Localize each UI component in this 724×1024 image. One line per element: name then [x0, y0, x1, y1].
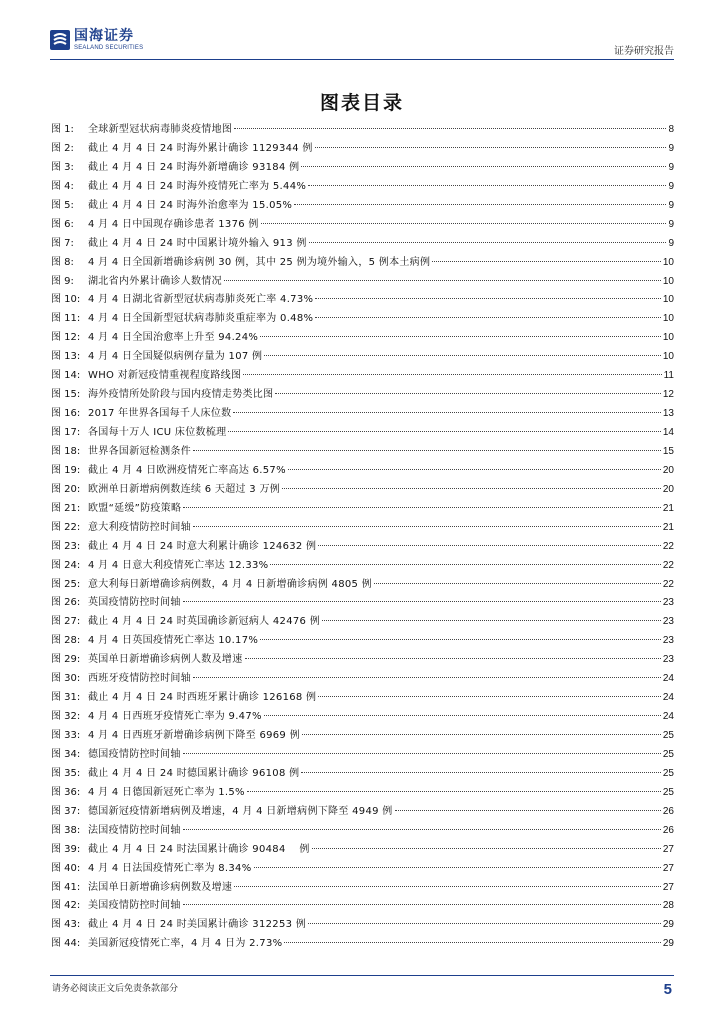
toc-leader-dots [315, 298, 661, 299]
toc-leader-dots [315, 147, 667, 148]
page-title: 图表目录 [319, 92, 404, 114]
toc-entry-title: 截止 4 月 4 日 24 时中国累计境外输入 913 例 [88, 237, 307, 249]
toc-entry-page: 10 [662, 275, 674, 287]
toc-entry-title: 截止 4 月 4 日 24 时美国累计确诊 312253 例 [88, 919, 307, 931]
toc-leader-dots [308, 923, 661, 924]
toc-entry-title: 截止 4 月 4 日欧洲疫情死亡率高达 6.57% [88, 464, 286, 476]
toc-entry-number: 图 36: [51, 786, 81, 798]
toc-entry-number: 图 4: [51, 180, 74, 192]
toc-entry-page: 10 [662, 256, 674, 268]
toc-entry[interactable] [51, 897, 674, 916]
toc-entry[interactable] [51, 329, 674, 348]
toc-entry-title: 4 月 4 日西班牙疫情死亡率为 9.47% [88, 711, 262, 723]
toc-leader-dots [432, 261, 661, 262]
toc-entry-number: 图 43: [51, 919, 81, 931]
toc-entry-title: 德国疫情防控时间轴 [88, 748, 181, 760]
toc-entry-number: 图 38: [51, 824, 81, 836]
toc-entry-number: 图 17: [51, 427, 81, 438]
toc-leader-dots [247, 791, 661, 792]
toc-entry-number: 图 11: [51, 313, 81, 325]
toc-entry[interactable] [51, 443, 674, 462]
page-header [50, 28, 674, 58]
toc-entry-number: 图 23: [51, 540, 81, 552]
toc-entry-number: 图 32: [51, 711, 81, 723]
toc-leader-dots [374, 583, 661, 584]
toc-leader-dots [183, 904, 661, 905]
toc-entry-number: 图 29: [51, 654, 81, 666]
toc-entry-title: 法国疫情防控时间轴 [88, 824, 181, 836]
toc-entry-page: 11 [663, 370, 674, 382]
toc-entry-title: 英国疫情防控时间轴 [88, 597, 181, 609]
report-type-label: 证券研究报告 [614, 46, 674, 57]
toc-leader-dots [282, 488, 661, 489]
toc-entry-title: 西班牙疫情防控时间轴 [88, 673, 191, 685]
toc-entry-title: 截止 4 月 4 日 24 时意大利累计确诊 124632 例 [88, 540, 317, 552]
toc-entry-page: 25 [662, 767, 674, 779]
toc-entry-page: 29 [662, 938, 674, 950]
toc-leader-dots [254, 867, 661, 868]
toc-entry-number: 图 18: [51, 445, 81, 457]
toc-leader-dots [224, 280, 661, 281]
toc-entry-page: 13 [662, 408, 674, 420]
toc-entry-title: 4 月 4 日全国疑似病例存量为 107 例 [88, 351, 263, 363]
toc-entry-number: 图 16: [51, 408, 81, 420]
toc-leader-dots [270, 564, 660, 565]
toc-entry[interactable] [51, 935, 674, 954]
toc-entry-number: 图 13: [51, 351, 81, 363]
toc-leader-dots [183, 601, 661, 602]
toc-entry-page: 29 [662, 919, 674, 931]
toc-leader-dots [309, 242, 667, 243]
toc-entry-page: 27 [662, 862, 674, 874]
toc-leader-dots [193, 677, 661, 678]
toc-entry[interactable] [51, 140, 674, 159]
footer-divider [50, 975, 674, 976]
toc-entry-number: 图 44: [51, 938, 81, 950]
toc-entry[interactable] [51, 538, 674, 557]
toc-entry-number: 图 31: [51, 692, 81, 704]
toc-entry-number: 图 19: [51, 464, 81, 476]
toc-entry[interactable] [51, 689, 674, 708]
toc-entry-number: 图 2: [51, 142, 74, 154]
toc-entry[interactable] [51, 178, 674, 197]
toc-entry[interactable] [51, 424, 674, 443]
toc-entry-title: 截止 4 月 4 日 24 时英国确诊新冠病人 42476 例 [88, 616, 320, 628]
toc-entry-title: 截止 4 月 4 日 24 时德国累计确诊 96108 例 [88, 767, 300, 779]
toc-leader-dots [261, 223, 667, 224]
toc-entry[interactable] [51, 841, 674, 860]
toc-entry-page: 10 [662, 294, 674, 306]
toc-entry-number: 图 3: [51, 161, 74, 173]
toc-entry-number: 图 42: [51, 900, 81, 912]
toc-entry-page: 27 [662, 843, 674, 855]
toc-leader-dots [322, 620, 661, 621]
toc-leader-dots [243, 374, 661, 375]
toc-entry-title: 截止 4 月 4 日 24 时海外累计确诊 1129344 例 [88, 142, 313, 154]
toc-leader-dots [245, 658, 661, 659]
toc-entry-page: 15 [662, 445, 674, 457]
toc-entry[interactable] [51, 727, 674, 746]
toc-entry-page: 22 [662, 559, 674, 571]
toc-entry[interactable] [51, 519, 674, 538]
toc-entry[interactable] [51, 594, 674, 613]
toc-entry-number: 图 22: [51, 521, 81, 533]
toc-leader-dots [260, 639, 661, 640]
toc-entry-title: 美国疫情防控时间轴 [88, 900, 181, 912]
toc-leader-dots [301, 166, 666, 167]
toc-entry-number: 图 26: [51, 597, 81, 609]
toc-entry[interactable] [51, 916, 674, 935]
toc-entry-title: 2017 年世界各国每千人床位数 [88, 408, 232, 420]
toc-leader-dots [264, 355, 661, 356]
toc-entry-title: 截止 4 月 4 日 24 时海外治愈率为 15.05% [88, 199, 293, 211]
toc-leader-dots [228, 431, 660, 432]
toc-entry-number: 图 34: [51, 748, 81, 760]
toc-entry-title: 截止 4 月 4 日 24 时海外新增确诊 93184 例 [88, 161, 300, 173]
toc-entry-title: 4 月 4 日英国疫情死亡率达 10.17% [88, 635, 259, 647]
toc-entry[interactable] [51, 879, 674, 898]
toc-entry-page: 21 [662, 502, 674, 514]
toc-entry-page: 28 [662, 900, 674, 912]
toc-entry[interactable] [51, 576, 674, 595]
toc-entry-number: 图 41: [51, 881, 81, 893]
toc-entry-page: 26 [662, 805, 674, 817]
toc-entry-number: 图 14: [51, 370, 81, 382]
toc-entry-title: 欧洲单日新增病例数连续 6 天超过 3 万例 [88, 483, 281, 495]
toc-entry-page: 23 [662, 597, 674, 609]
toc-entry-title: 德国新冠疫情新增病例及增速，4 月 4 日新增病例下降至 4949 例 [88, 805, 393, 817]
toc-entry-number: 图 24: [51, 559, 81, 571]
toc-entry-page: 21 [662, 521, 674, 533]
toc-entry-page: 23 [662, 616, 674, 628]
toc-entry[interactable] [51, 159, 674, 178]
toc-entry[interactable] [51, 273, 674, 292]
toc-entry[interactable] [51, 860, 674, 879]
logo-english-name: SEALAND SECURITIES [74, 45, 144, 51]
toc-entry[interactable] [51, 310, 674, 329]
toc-entry-page: 24 [662, 711, 674, 723]
toc-entry[interactable] [51, 803, 674, 822]
toc-entry-title: 4 月 4 日全国治愈率上升至 94.24% [88, 332, 259, 344]
header-divider [50, 59, 674, 60]
toc-entry[interactable] [51, 557, 674, 576]
toc-entry-title: 4 月 4 日中国现存确诊患者 1376 例 [88, 218, 259, 230]
company-logo [50, 28, 143, 52]
toc-entry-number: 图 12: [51, 332, 81, 344]
toc-leader-dots [234, 886, 661, 887]
logo-chinese-name: 国海证券 [74, 28, 134, 44]
toc-entry-title: 截止 4 月 4 日 24 时西班牙累计确诊 126168 例 [88, 692, 317, 704]
toc-entry[interactable] [51, 632, 674, 651]
toc-leader-dots [183, 829, 661, 830]
toc-entry[interactable] [51, 386, 674, 405]
toc-entry[interactable] [51, 481, 674, 500]
toc-leader-dots [183, 507, 661, 508]
toc-entry-number: 图 37: [51, 805, 81, 817]
toc-entry-title: 美国新冠疫情死亡率，4 月 4 日为 2.73% [88, 938, 283, 950]
toc-leader-dots [234, 128, 666, 129]
toc-entry-title: 4 月 4 日意大利疫情死亡率达 12.33% [88, 559, 269, 571]
toc-entry-title: 各国每十万人 ICU 床位数梳理 [88, 427, 227, 438]
toc-entry-number: 图 39: [51, 843, 81, 855]
toc-entry-title: 法国单日新增确诊病例数及增速 [88, 881, 233, 893]
toc-entry-number: 图 6: [51, 218, 74, 230]
toc-entry-number: 图 30: [51, 673, 81, 685]
toc-entry-title: 4 月 4 日湖北省新型冠状病毒肺炎死亡率 4.73% [88, 294, 314, 306]
toc-leader-dots [318, 545, 661, 546]
disclaimer-note: 请务必阅读正文后免责条款部分 [52, 984, 179, 994]
toc-entry-number: 图 9: [51, 275, 74, 287]
toc-entry-page: 9 [668, 199, 674, 211]
toc-entry-page: 10 [662, 351, 674, 363]
toc-entry-page: 9 [668, 237, 674, 249]
toc-entry-number: 图 40: [51, 862, 81, 874]
toc-entry-number: 图 7: [51, 237, 74, 249]
toc-entry-number: 图 33: [51, 730, 81, 741]
toc-entry[interactable] [51, 348, 674, 367]
toc-entry-number: 图 28: [51, 635, 81, 647]
toc-leader-dots [260, 336, 661, 337]
toc-entry-page: 14 [662, 427, 674, 438]
toc-entry[interactable] [51, 216, 674, 235]
toc-entry-number: 图 20: [51, 483, 81, 495]
toc-entry-number: 图 5: [51, 199, 74, 211]
toc-entry-title: 4 月 4 日西班牙新增确诊病例下降至 6969 例 [88, 730, 300, 741]
toc-entry-title: 截止 4 月 4 日 24 时法国累计确诊 90484 例 [88, 843, 310, 855]
toc-entry-page: 26 [662, 824, 674, 836]
toc-leader-dots [312, 848, 661, 849]
toc-entry[interactable] [51, 822, 674, 841]
toc-entry[interactable] [51, 405, 674, 424]
toc-entry-page: 22 [662, 578, 674, 590]
toc-entry-page: 9 [668, 161, 674, 173]
toc-entry-page: 25 [662, 786, 674, 798]
toc-leader-dots [288, 469, 661, 470]
toc-leader-dots [183, 753, 661, 754]
toc-leader-dots [395, 810, 661, 811]
toc-entry-page: 12 [662, 389, 674, 401]
toc-entry-page: 10 [662, 332, 674, 344]
toc-entry-page: 23 [662, 635, 674, 647]
toc-entry-page: 24 [662, 692, 674, 704]
toc-entry-number: 图 1: [51, 124, 74, 135]
toc-entry-title: 意大利疫情防控时间轴 [88, 521, 191, 533]
toc-entry-page: 23 [662, 654, 674, 666]
toc-entry-number: 图 21: [51, 502, 81, 514]
toc-entry-number: 图 25: [51, 578, 81, 590]
toc-entry-page: 9 [668, 142, 674, 154]
toc-entry[interactable] [51, 462, 674, 481]
toc-leader-dots [315, 317, 661, 318]
toc-entry[interactable] [51, 367, 674, 386]
toc-leader-dots [284, 942, 660, 943]
toc-entry-title: 海外疫情所处阶段与国内疫情走势类比图 [88, 389, 274, 401]
toc-entry-title: 截止 4 月 4 日 24 时海外疫情死亡率为 5.44% [88, 180, 307, 192]
toc-entry-page: 24 [662, 673, 674, 685]
toc-entry-page: 22 [662, 540, 674, 552]
sealand-logo-icon [50, 30, 70, 50]
toc-entry-title: 4 月 4 日全国新型冠状病毒肺炎重症率为 0.48% [88, 313, 314, 325]
toc-entry[interactable] [51, 765, 674, 784]
toc-leader-dots [193, 526, 661, 527]
toc-leader-dots [275, 393, 660, 394]
toc-leader-dots [193, 450, 661, 451]
toc-entry-page: 25 [662, 748, 674, 760]
toc-entry[interactable] [51, 746, 674, 765]
toc-entry[interactable] [51, 670, 674, 689]
toc-entry-page: 20 [662, 464, 674, 476]
toc-entry-number: 图 8: [51, 256, 74, 268]
toc-entry-title: 世界各国新冠检测条件 [88, 445, 191, 457]
toc-entry-title: 全球新型冠状病毒肺炎疫情地图 [88, 124, 233, 135]
toc-entry-page: 27 [662, 881, 674, 893]
toc-entry[interactable] [51, 121, 674, 140]
toc-leader-dots [302, 734, 661, 735]
toc-entry-title: WHO 对新冠疫情重视程度路线图 [88, 370, 242, 382]
toc-entry-title: 欧盟“延缓”防疫策略 [88, 502, 182, 514]
toc-leader-dots [294, 204, 666, 205]
toc-entry[interactable] [51, 235, 674, 254]
figure-index-list [51, 121, 674, 954]
toc-leader-dots [233, 412, 660, 413]
toc-entry[interactable] [51, 500, 674, 519]
toc-entry-title: 英国单日新增确诊病例人数及增速 [88, 654, 243, 666]
toc-entry-page: 10 [662, 313, 674, 325]
page-number: 5 [663, 981, 672, 998]
toc-entry-page: 25 [662, 730, 674, 741]
toc-entry-title: 4 月 4 日法国疫情死亡率为 8.34% [88, 862, 252, 874]
toc-entry[interactable] [51, 291, 674, 310]
toc-entry-page: 8 [668, 124, 674, 135]
toc-entry-number: 图 10: [51, 294, 81, 306]
toc-entry-page: 9 [668, 218, 674, 230]
toc-leader-dots [308, 185, 666, 186]
toc-entry-title: 湖北省内外累计确诊人数情况 [88, 275, 222, 287]
toc-entry-number: 图 35: [51, 767, 81, 779]
toc-entry-number: 图 27: [51, 616, 81, 628]
toc-entry[interactable] [51, 708, 674, 727]
toc-leader-dots [318, 696, 661, 697]
toc-entry-title: 意大利每日新增确诊病例数，4 月 4 日新增确诊病例 4805 例 [88, 578, 372, 590]
toc-entry[interactable] [51, 784, 674, 803]
toc-entry-title: 4 月 4 日德国新冠死亡率为 1.5% [88, 786, 245, 798]
toc-leader-dots [301, 772, 660, 773]
toc-entry-title: 4 月 4 日全国新增确诊病例 30 例，其中 25 例为境外输入，5 例本土病例 [88, 256, 431, 268]
toc-entry[interactable] [51, 613, 674, 632]
toc-entry-number: 图 15: [51, 389, 81, 401]
toc-leader-dots [264, 715, 661, 716]
toc-entry[interactable] [51, 651, 674, 670]
toc-entry-page: 9 [668, 180, 674, 192]
toc-entry-page: 20 [662, 483, 674, 495]
toc-entry[interactable] [51, 254, 674, 273]
toc-entry[interactable] [51, 197, 674, 216]
